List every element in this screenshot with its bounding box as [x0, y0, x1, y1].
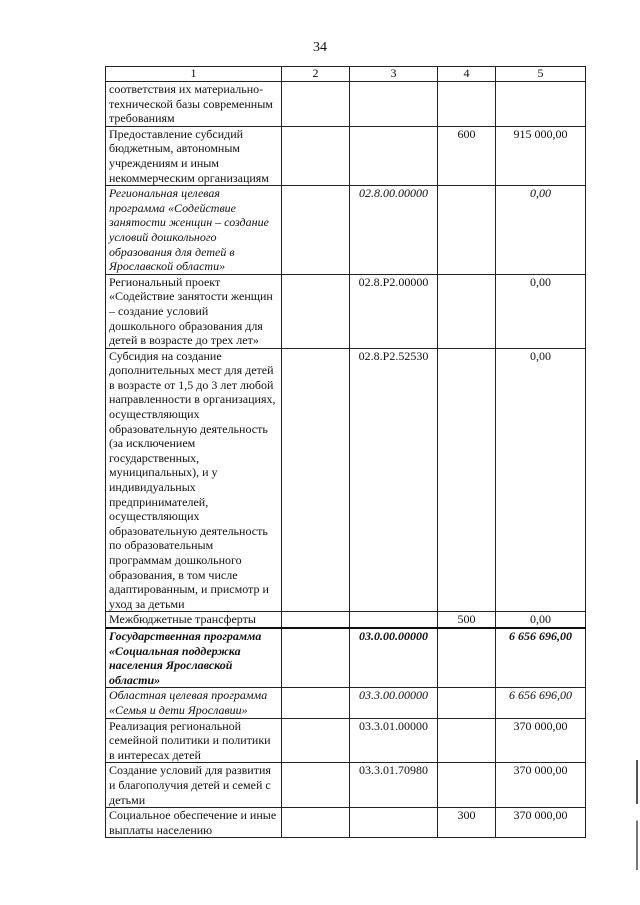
row-kvr-cell	[438, 186, 496, 275]
row-code-cell	[350, 82, 438, 127]
row-kvr-cell	[438, 763, 496, 808]
row-col2-cell	[282, 348, 350, 612]
row-amount-cell: 915 000,00	[496, 126, 586, 185]
row-kvr-cell: 500	[438, 612, 496, 628]
table-row	[106, 82, 586, 127]
row-amount-cell: 370 000,00	[496, 763, 586, 808]
header-col-2: 2	[282, 67, 350, 82]
budget-table	[105, 66, 586, 838]
table-row	[106, 186, 586, 275]
table-row	[106, 126, 586, 185]
row-code-cell	[350, 808, 438, 838]
row-code-cell: 03.3.01.00000	[350, 718, 438, 763]
row-kvr-cell	[438, 348, 496, 612]
table-row	[106, 628, 586, 688]
row-code-cell	[350, 126, 438, 185]
row-col2-cell	[282, 628, 350, 688]
table-row	[106, 274, 586, 348]
row-col2-cell	[282, 718, 350, 763]
header-col-4: 4	[438, 67, 496, 82]
row-name-cell: Предоставление субсидий бюджетным, автономным учреждениям и иным некоммерческим организациям	[106, 126, 282, 185]
row-name-cell: Государственная программа «Социальная поддержка населения Ярославской области»	[106, 628, 282, 688]
row-kvr-cell	[438, 628, 496, 688]
row-kvr-cell: 600	[438, 126, 496, 185]
row-col2-cell	[282, 612, 350, 628]
row-amount-cell: 370 000,00	[496, 718, 586, 763]
header-col-5: 5	[496, 67, 586, 82]
row-amount-cell: 6 656 696,00	[496, 628, 586, 688]
row-name-cell: Субсидия на создание дополнительных мест для детей в возрасте от 1,5 до 3 лет любой направленности в организациях, осуществляющих образовательную деятельность (за исключением государственных, муниципальных), и у индивидуальных предпринимателей, осуществляющих образовательную деятельность по образовательным программам дошкольного образования, в том числе адаптированным, и присмотр и уход за детьми	[106, 348, 282, 612]
row-code-cell: 02.8.P2.52530	[350, 348, 438, 612]
row-amount-cell: 370 000,00	[496, 808, 586, 838]
table-header-row	[106, 67, 586, 82]
row-code-cell: 03.0.00.00000	[350, 628, 438, 688]
row-name-cell: Реализация региональной семейной политики и политики в интересах детей	[106, 718, 282, 763]
row-name-cell: Региональный проект «Содействие занятости женщин – создание условий дошкольного образования для детей в возрасте до трех лет»	[106, 274, 282, 348]
row-code-cell: 02.8.P2.00000	[350, 274, 438, 348]
row-kvr-cell: 300	[438, 808, 496, 838]
row-code-cell: 03.3.01.70980	[350, 763, 438, 808]
row-code-cell	[350, 612, 438, 628]
row-col2-cell	[282, 186, 350, 275]
row-name-cell: Региональная целевая программа «Содействие занятости женщин – создание условий дошкольного образования для детей в Ярославской области»	[106, 186, 282, 275]
row-amount-cell: 6 656 696,00	[496, 688, 586, 718]
row-name-cell: Создание условий для развития и благополучия детей и семей с детьми	[106, 763, 282, 808]
scan-edge-mark	[636, 760, 638, 870]
table-row	[106, 612, 586, 628]
header-col-3: 3	[350, 67, 438, 82]
row-kvr-cell	[438, 718, 496, 763]
row-amount-cell	[496, 82, 586, 127]
row-name-cell: Областная целевая программа «Семья и дети Ярославии»	[106, 688, 282, 718]
row-kvr-cell	[438, 274, 496, 348]
page-number: 34	[313, 40, 327, 55]
row-name-cell: соответствия их материально-технической базы современным требованиям	[106, 82, 282, 127]
row-amount-cell: 0,00	[496, 612, 586, 628]
row-amount-cell: 0,00	[496, 186, 586, 275]
row-col2-cell	[282, 763, 350, 808]
table-row	[106, 688, 586, 718]
row-col2-cell	[282, 82, 350, 127]
row-kvr-cell	[438, 688, 496, 718]
row-code-cell: 02.8.00.00000	[350, 186, 438, 275]
row-amount-cell: 0,00	[496, 274, 586, 348]
table-row	[106, 348, 586, 612]
row-col2-cell	[282, 274, 350, 348]
row-name-cell: Социальное обеспечение и иные выплаты населению	[106, 808, 282, 838]
table-row	[106, 763, 586, 808]
row-name-cell: Межбюджетные трансферты	[106, 612, 282, 628]
table-body	[106, 82, 586, 838]
table-row	[106, 718, 586, 763]
table-row	[106, 808, 586, 838]
row-col2-cell	[282, 688, 350, 718]
header-col-1: 1	[106, 67, 282, 82]
row-col2-cell	[282, 808, 350, 838]
row-code-cell: 03.3.00.00000	[350, 688, 438, 718]
row-col2-cell	[282, 126, 350, 185]
row-kvr-cell	[438, 82, 496, 127]
row-amount-cell: 0,00	[496, 348, 586, 612]
